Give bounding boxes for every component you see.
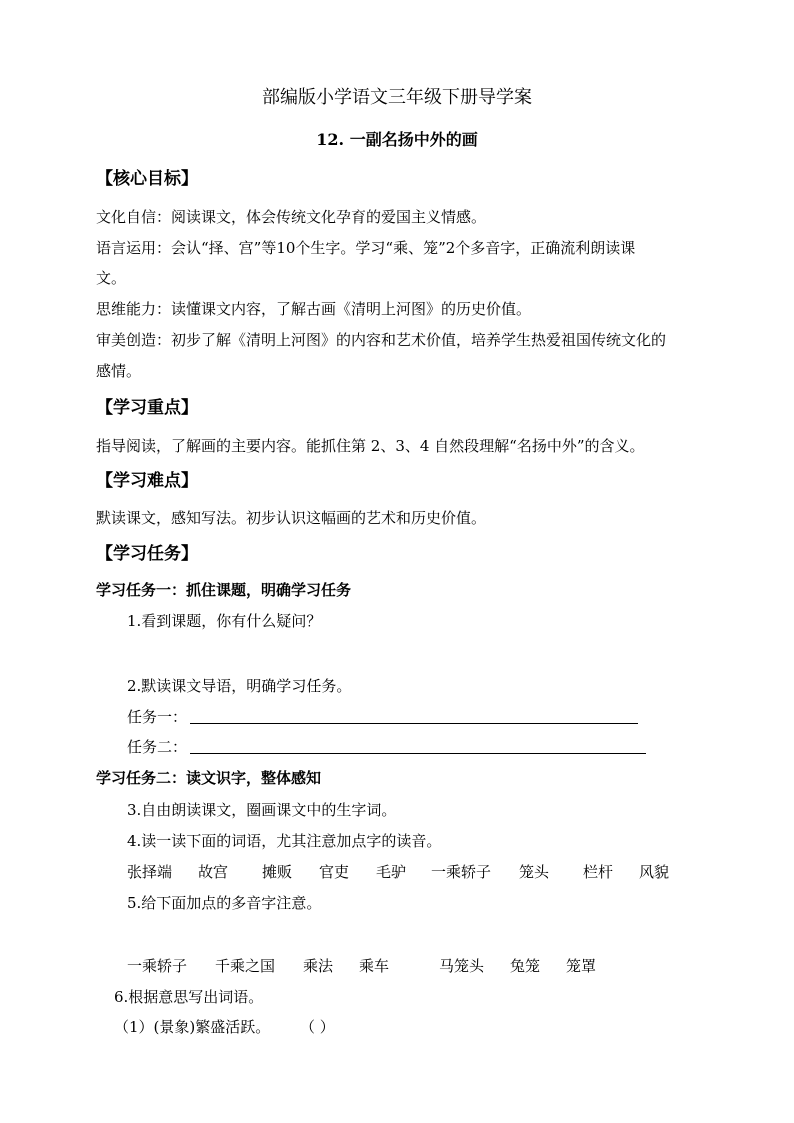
goal-line: 文化自信：阅读课文，体会传统文化孕育的爱国主义情感。 [96,208,487,226]
polyphone-word: 兔笼 [510,957,541,975]
goal-line: 感情。 [96,362,142,380]
vocab-word: 故宫 [198,863,229,881]
question-1: 1.看到课题，你有什么疑问？ [127,612,322,630]
section-heading-difficulty: 【学习难点】 [96,471,198,491]
polyphone-word: 一乘轿子 [127,957,188,975]
question-4: 4.读一读下面的词语，尤其注意加点字的读音。 [127,832,442,850]
vocab-word: 风貌 [639,863,670,881]
vocab-word: 张择端 [127,863,173,881]
polyphone-word: 乘法 [303,957,334,975]
section-heading-tasks: 【学习任务】 [96,544,198,564]
question-6-item-1: （1）(景象)繁盛活跃。 [114,1018,271,1036]
question-2: 2.默读课文导语，明确学习任务。 [127,677,352,695]
question-6: 6.根据意思写出词语。 [114,988,264,1006]
answer-parentheses[interactable]: （ ） [300,1018,335,1036]
question-5: 5.给下面加点的多音字注意。 [127,894,322,912]
vocab-word: 官吏 [319,863,350,881]
section-heading-key: 【学习重点】 [96,398,198,418]
difficulty-text: 默读课文，感知写法。初步认识这幅画的艺术和历史价值。 [96,509,487,527]
goal-line: 语言运用：会认“择、宫”等10个生字。学习“乘、笼”2个多音字，正确流利朗读课 [96,239,636,257]
question-3: 3.自由朗读课文，圈画课文中的生字词。 [127,801,397,819]
polyphone-word: 马笼头 [439,957,485,975]
goal-line: 文。 [96,269,127,287]
vocab-word: 笼头 [519,863,550,881]
polyphone-word: 乘车 [359,957,390,975]
polyphone-word: 笼罩 [566,957,597,975]
section-heading-goals: 【核心目标】 [96,169,198,189]
answer-blank-line[interactable] [190,723,638,724]
vocab-word: 摊贩 [262,863,293,881]
document-title: 部编版小学语文三年级下册导学案 [262,87,532,108]
blank-label-task2: 任务二： [127,738,188,756]
polyphone-word: 千乘之国 [215,957,276,975]
blank-label-task1: 任务一： [127,708,188,726]
task2-heading: 学习任务二：读文识字，整体感知 [96,769,322,787]
vocab-word: 栏杆 [583,863,614,881]
goal-line: 审美创造：初步了解《清明上河图》的内容和艺术价值，培养学生热爱祖国传统文化的 [96,331,667,349]
goal-line: 思维能力：读懂课文内容，了解古画《清明上河图》的历史价值。 [96,300,532,318]
answer-blank-line[interactable] [190,753,646,754]
vocab-word: 一乘轿子 [431,863,492,881]
key-text: 指导阅读，了解画的主要内容。能抓住第 2、3、4 自然段理解“名扬中外”的含义。 [96,437,645,455]
vocab-word: 毛驴 [376,863,407,881]
task1-heading: 学习任务一：抓住课题，明确学习任务 [96,581,352,599]
lesson-title: 12. 一副名扬中外的画 [316,130,478,149]
